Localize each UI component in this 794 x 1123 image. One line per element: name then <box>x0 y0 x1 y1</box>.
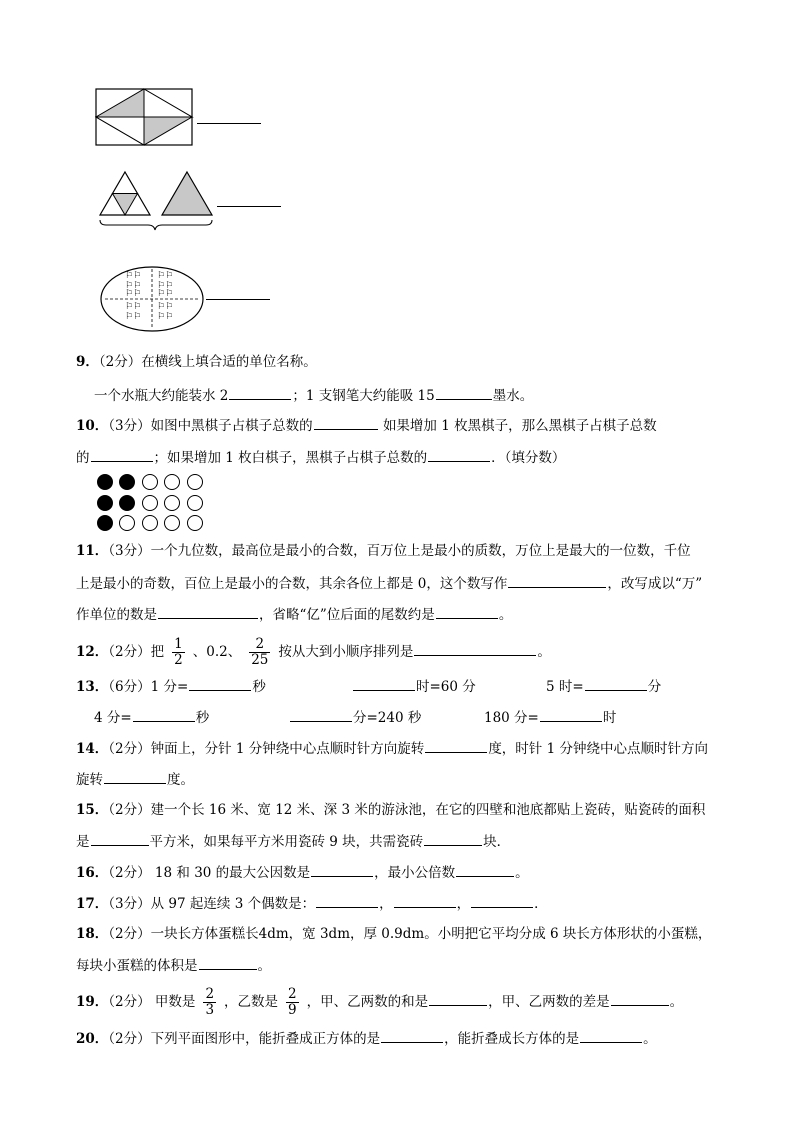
white-piece <box>187 495 203 511</box>
fraction-numerator: 2 <box>205 986 215 1002</box>
answer-blank[interactable] <box>580 1028 642 1043</box>
question-text: 钟面上，分针 1 分钟绕中心点顺时针方向旋转 <box>150 741 425 757</box>
question-text: 一个九位数，最高位是最小的合数，百万位上是最小的质数，万位上是最大的一位数，千位 <box>150 543 691 559</box>
question-text: 分=240 秒 <box>353 710 422 726</box>
white-piece <box>187 474 203 490</box>
question-text: ， <box>379 896 393 912</box>
flag-icon: ⚐⚐ <box>157 302 174 312</box>
flag-icon: ⚐⚐ <box>157 271 174 281</box>
fraction-numerator: 2 <box>249 637 270 653</box>
question-text: ，乙数是 <box>224 994 279 1010</box>
question-score: （2分） <box>108 741 151 757</box>
question-text: 、0.2、 <box>192 644 242 660</box>
question-score: （2分） <box>108 994 151 1010</box>
answer-line-fig2[interactable] <box>217 206 281 207</box>
fraction <box>203 987 216 1018</box>
question-text: 块． <box>483 834 511 850</box>
question-text: 如果增加 1 枚黑棋子，那么黑棋子占棋子总数 <box>382 418 657 434</box>
question-score: （2分） <box>98 354 142 370</box>
answer-blank[interactable] <box>394 893 456 908</box>
question-number: 19． <box>76 994 109 1010</box>
fraction-numerator: 1 <box>174 636 183 652</box>
question-text: ，最小公倍数 <box>374 865 456 881</box>
question-text: 。 <box>643 1031 657 1047</box>
question-text: ，能折叠成长方体的是 <box>444 1031 580 1047</box>
question-text: 一块长方体蛋糕长4dm，宽 3dm，厚 0.9dm。小明把它平均分成 6 块长方体形状的小蛋糕， <box>150 926 712 942</box>
question-text: ． <box>534 896 548 912</box>
answer-blank[interactable] <box>353 676 415 691</box>
fraction <box>286 987 299 1018</box>
question-17 <box>76 893 548 914</box>
white-piece <box>142 495 158 511</box>
question-text: ，改写成以“万” <box>607 576 703 592</box>
question-19 <box>76 982 683 1022</box>
question-text: 把 <box>150 644 165 660</box>
answer-line-fig1[interactable] <box>197 123 261 124</box>
white-piece <box>164 515 180 531</box>
question-text: 4 分= <box>94 710 132 726</box>
question-text: 1 分= <box>150 679 189 695</box>
white-piece <box>119 515 135 531</box>
answer-blank[interactable] <box>290 707 352 722</box>
question-13-c <box>546 676 661 697</box>
answer-blank[interactable] <box>311 862 373 877</box>
question-16 <box>76 862 529 883</box>
fraction-denominator: 2 <box>174 652 183 668</box>
question-text: 度，时针 1 分钟绕中心点顺时针方向 <box>488 741 708 757</box>
question-text: 时=60 分 <box>416 679 476 695</box>
black-piece <box>97 495 113 511</box>
answer-blank[interactable] <box>508 573 606 588</box>
fraction <box>172 637 185 668</box>
question-text: 从 97 起连续 3 个偶数是： <box>150 896 316 912</box>
question-number: 15． <box>76 802 109 818</box>
question-text: 按从大到小顺序排列是 <box>278 644 414 660</box>
question-text: 分 <box>647 679 662 695</box>
question-10-line2 <box>76 447 565 468</box>
answer-blank[interactable] <box>91 831 149 846</box>
question-number: 18． <box>76 926 109 942</box>
question-11-line2 <box>76 573 702 594</box>
question-text: 下列平面图形中，能折叠成正方体的是 <box>150 1031 381 1047</box>
question-number: 14． <box>76 741 109 757</box>
answer-blank[interactable] <box>425 738 487 753</box>
question-text: 时 <box>602 710 617 726</box>
question-text: 秒 <box>252 679 266 695</box>
fraction-denominator: 3 <box>205 1002 215 1018</box>
question-number: 17． <box>76 896 109 912</box>
question-text: 的 <box>76 450 90 466</box>
answer-blank[interactable] <box>316 893 378 908</box>
question-18-line2 <box>76 955 271 976</box>
question-number: 10． <box>76 418 109 434</box>
answer-blank[interactable] <box>436 385 492 400</box>
question-number: 16． <box>76 865 109 881</box>
question-15 <box>76 800 705 820</box>
question-text: 。 <box>669 994 684 1010</box>
question-text: 秒 <box>195 710 210 726</box>
fraction-denominator: 25 <box>251 652 269 668</box>
question-text: 。 <box>498 607 513 623</box>
question-score: （3分） <box>108 543 151 559</box>
question-number: 20． <box>76 1031 109 1047</box>
answer-blank[interactable] <box>381 1028 443 1043</box>
question-text: 是 <box>76 834 90 850</box>
white-piece <box>142 474 158 490</box>
question-13-d <box>94 707 209 728</box>
question-score: （2分） <box>108 926 151 942</box>
question-score: （3分） <box>108 418 151 434</box>
white-piece <box>187 515 203 531</box>
rectangle-fraction-figure <box>95 88 195 148</box>
question-18 <box>76 924 711 944</box>
white-piece <box>164 495 180 511</box>
answer-blank[interactable] <box>611 991 669 1006</box>
question-10 <box>76 415 657 436</box>
question-text: 墨水。 <box>492 388 534 404</box>
answer-blank[interactable] <box>91 447 153 462</box>
answer-blank[interactable] <box>199 955 257 970</box>
question-text: 18 和 30 的最大公因数是 <box>150 865 311 881</box>
answer-blank[interactable] <box>158 604 258 619</box>
answer-blank[interactable] <box>456 862 514 877</box>
question-text: ，甲、乙两数的差是 <box>488 994 610 1010</box>
question-number: 13． <box>76 679 109 695</box>
answer-blank[interactable] <box>314 415 378 430</box>
answer-blank[interactable] <box>471 893 533 908</box>
question-number: 11． <box>76 543 109 559</box>
answer-blank[interactable] <box>428 447 490 462</box>
question-12 <box>76 632 551 672</box>
white-piece <box>142 515 158 531</box>
question-score: （6分） <box>108 679 151 695</box>
question-text: 甲数是 <box>150 994 196 1010</box>
question-13 <box>76 676 266 697</box>
answer-blank[interactable] <box>424 831 482 846</box>
question-9 <box>76 352 317 372</box>
question-number: 12． <box>76 644 109 660</box>
question-text: 上是最小的奇数，百位上是最小的合数，其余各位上都是 0，这个数写作 <box>76 576 508 592</box>
question-text: ．（填分数） <box>491 450 566 466</box>
question-text: 旋转 <box>76 772 103 788</box>
question-text: ；1 支钢笔大约能吸 15 <box>292 388 435 404</box>
question-number: 9． <box>76 354 99 370</box>
question-text: 如图中黑棋子占棋子总数的 <box>150 418 313 434</box>
triangle-fraction-figure <box>98 170 216 234</box>
answer-blank[interactable] <box>229 385 291 400</box>
answer-blank[interactable] <box>585 676 647 691</box>
flag-icon: ⚐⚐ <box>125 271 142 281</box>
answer-blank[interactable] <box>436 604 498 619</box>
question-text: ，甲、乙两数的和是 <box>306 994 429 1010</box>
question-text: 度。 <box>167 772 194 788</box>
answer-line-fig3[interactable] <box>206 299 270 300</box>
answer-blank[interactable] <box>414 641 536 656</box>
answer-blank[interactable] <box>104 769 166 784</box>
answer-blank[interactable] <box>133 707 195 722</box>
question-text: 。 <box>515 865 529 881</box>
question-20 <box>76 1028 657 1049</box>
question-text: 平方米，如果每平方米用瓷砖 9 块，共需瓷砖 <box>149 834 424 850</box>
white-piece <box>164 474 180 490</box>
fraction-numerator: 2 <box>288 986 297 1002</box>
flag-icon: ⚐⚐ <box>125 289 142 299</box>
question-11-line3 <box>76 604 512 625</box>
question-score: （2分） <box>108 865 151 881</box>
fraction-denominator: 9 <box>288 1002 297 1018</box>
question-14 <box>76 738 708 759</box>
question-15-line2 <box>76 831 510 852</box>
answer-blank[interactable] <box>189 676 251 691</box>
question-text: 在横线上填合适的单位名称。 <box>141 354 317 370</box>
question-text: 5 时= <box>546 679 584 695</box>
flag-icon: ⚐⚐ <box>125 312 142 322</box>
black-piece <box>119 495 135 511</box>
question-text: 180 分= <box>484 710 539 726</box>
fraction <box>249 637 270 668</box>
question-score: （2分） <box>108 644 151 660</box>
ellipse-flags-figure <box>99 265 205 333</box>
question-text: 作单位的数是 <box>76 607 157 623</box>
question-text: 一个水瓶大约能装水 2 <box>94 388 229 404</box>
black-piece <box>119 474 135 490</box>
flag-icon: ⚐⚐ <box>157 312 174 322</box>
question-text: 。 <box>257 958 271 974</box>
question-text: ；如果增加 1 枚白棋子，黑棋子占棋子总数的 <box>153 450 428 466</box>
question-13-b <box>352 676 476 697</box>
question-text: 每块小蛋糕的体积是 <box>76 958 198 974</box>
answer-blank[interactable] <box>429 991 487 1006</box>
question-14-line2 <box>76 769 194 790</box>
question-score: （2分） <box>108 802 151 818</box>
question-text: 建一个长 16 米、宽 12 米、深 3 米的游泳池，在它的四壁和池底都贴上瓷砖，贴瓷砖的面积 <box>150 802 706 818</box>
question-13-e <box>289 707 421 728</box>
flag-icon: ⚐⚐ <box>125 281 142 291</box>
question-13-f <box>484 707 616 728</box>
flag-icon: ⚐⚐ <box>157 289 174 299</box>
answer-blank[interactable] <box>540 707 602 722</box>
question-text: 。 <box>537 644 551 660</box>
flag-icon: ⚐⚐ <box>157 281 174 291</box>
black-piece <box>97 515 113 531</box>
question-9-line2 <box>94 385 533 406</box>
question-score: （2分） <box>108 1031 151 1047</box>
flag-icon: ⚐⚐ <box>125 302 142 312</box>
question-11 <box>76 541 691 561</box>
question-score: （3分） <box>108 896 151 912</box>
question-text: ，省略“亿”位后面的尾数约是 <box>259 607 435 623</box>
question-text: ， <box>456 896 471 912</box>
black-piece <box>97 474 113 490</box>
